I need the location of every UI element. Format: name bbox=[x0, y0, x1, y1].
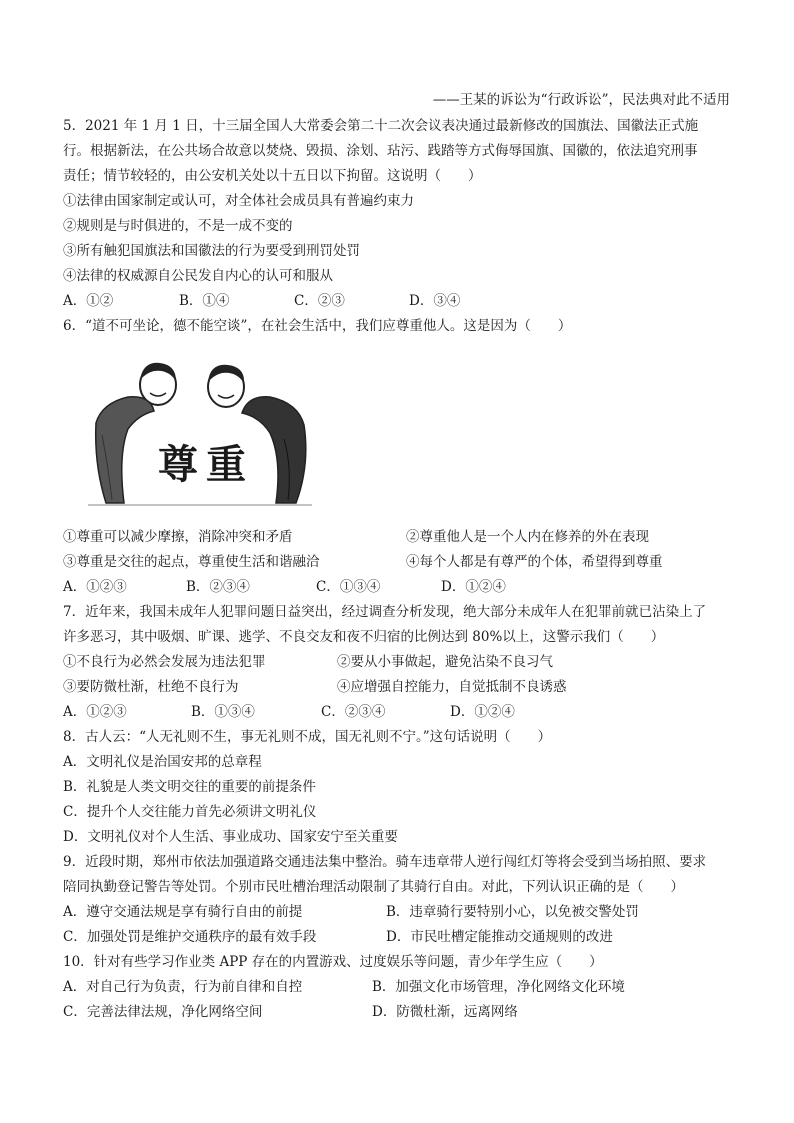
q6-option-b[interactable]: B．②③④ bbox=[186, 579, 250, 595]
q10-option-d[interactable]: D．防微杜渐，远离网络 bbox=[372, 1004, 518, 1020]
q5-stem-line-2: 行。根据新法，在公共场合故意以焚烧、毁损、涂划、玷污、践踏等方式侮辱国旗、国徽的，依法追究刑事 bbox=[63, 143, 698, 159]
q6-stem-line-1: 6．“道不可坐论，德不能空谈”，在社会生活中，我们应尊重他人。这是因为（ ） bbox=[63, 318, 572, 334]
q9-option-a[interactable]: A．遵守交通法规是享有骑行自由的前提 bbox=[63, 904, 303, 920]
q5-item-2: ②规则是与时俱进的，不是一成不变的 bbox=[63, 218, 293, 234]
q5-option-d[interactable]: D．③④ bbox=[409, 293, 461, 309]
q7-option-a[interactable]: A．①②③ bbox=[63, 704, 127, 720]
q5-stem-line-1: 5．2021 年 1 月 1 日，十三届全国人大常委会第二十二次会议表决通过最新修改的国旗法、国徽法正式施 bbox=[63, 118, 699, 134]
q8-stem-line-1: 8．古人云：“人无礼则不生，事无礼则不成，国无礼则不宁。”这句话说明（ ） bbox=[63, 729, 552, 745]
q6-item-1: ①尊重可以减少摩擦，消除冲突和矛盾 bbox=[63, 529, 293, 545]
q5-item-1: ①法律由国家制定或认可，对全体社会成员具有普遍约束力 bbox=[63, 193, 414, 209]
q7-option-c[interactable]: C．②③④ bbox=[321, 704, 386, 720]
q8-option-a[interactable]: A．文明礼仪是治国安邦的总章程 bbox=[63, 754, 262, 770]
q9-option-b[interactable]: B．违章骑行要特别小心，以免被交警处罚 bbox=[386, 904, 639, 920]
q6-option-c[interactable]: C．①③④ bbox=[316, 579, 381, 595]
q10-option-b[interactable]: B．加强文化市场管理，净化网络文化环境 bbox=[372, 979, 625, 995]
q7-stem-line-2: 许多恶习，其中吸烟、旷课、逃学、不良交友和夜不归宿的比例达到 80%以上，这警示我们（ ） bbox=[63, 629, 665, 645]
q7-option-b[interactable]: B．①③④ bbox=[191, 704, 255, 720]
q8-option-b[interactable]: B．礼貌是人类文明交往的重要的前提条件 bbox=[63, 779, 316, 795]
q9-option-d[interactable]: D．市民吐槽定能推动交通规则的改进 bbox=[386, 929, 613, 945]
q7-item-3: ③要防微杜渐，杜绝不良行为 bbox=[63, 679, 239, 695]
footer-note: ——王某的诉讼为“行政诉讼”，民法典对此不适用 bbox=[432, 92, 730, 108]
q5-option-b[interactable]: B．①④ bbox=[179, 293, 230, 309]
q7-item-1: ①不良行为必然会发展为违法犯罪 bbox=[63, 654, 266, 670]
q6-option-a[interactable]: A．①②③ bbox=[63, 579, 127, 595]
q6-item-3: ③尊重是交往的起点，尊重使生活和谐融洽 bbox=[63, 554, 320, 570]
q10-option-a[interactable]: A．对自己行为负责，行为前自律和自控 bbox=[63, 979, 303, 995]
q10-option-c[interactable]: C．完善法律法规，净化网络空间 bbox=[63, 1004, 263, 1020]
q5-option-c[interactable]: C．②③ bbox=[294, 293, 345, 309]
q5-stem-line-3: 责任；情节较轻的，由公安机关处以十五日以下拘留。这说明（ ） bbox=[63, 168, 482, 184]
q7-item-4: ④应增强自控能力，自觉抵制不良诱惑 bbox=[337, 679, 567, 695]
q9-stem-line-2: 陪同执勤登记警告等处罚。个别市民吐槽治理活动限制了其骑行自由。对此，下列认识正确的是（ ） bbox=[63, 879, 684, 895]
q5-item-3: ③所有触犯国旗法和国徽法的行为要受到刑罚处罚 bbox=[63, 243, 360, 259]
q9-option-c[interactable]: C．加强处罚是维护交通秩序的最有效手段 bbox=[63, 929, 317, 945]
q10-stem-line-1: 10．针对有些学习作业类 APP 存在的内置游戏、过度娱乐等问题，青少年学生应（ ） bbox=[63, 954, 603, 970]
q9-stem-line-1: 9．近段时期，郑州市依法加强道路交通违法集中整治。骑车违章带人逆行闯红灯等将会受到当场拍照、要求 bbox=[63, 854, 707, 870]
q6-option-d[interactable]: D．①②④ bbox=[441, 579, 506, 595]
q7-item-2: ②要从小事做起，避免沾染不良习气 bbox=[337, 654, 553, 670]
respect-caption: 尊重 bbox=[158, 441, 254, 488]
respect-illustration bbox=[88, 355, 312, 510]
q5-option-a[interactable]: A．①② bbox=[63, 293, 114, 309]
q7-stem-line-1: 7．近年来，我国未成年人犯罪问题日益突出，经过调查分析发现，绝大部分未成年人在犯罪前就已沾染上了 bbox=[63, 604, 707, 620]
q5-item-4: ④法律的权威源自公民发自内心的认可和服从 bbox=[63, 268, 333, 284]
q8-option-d[interactable]: D．文明礼仪对个人生活、事业成功、国家安宁至关重要 bbox=[63, 829, 398, 845]
q6-item-4: ④每个人都是有尊严的个体，希望得到尊重 bbox=[406, 554, 663, 570]
q8-option-c[interactable]: C．提升个人交往能力首先必须讲文明礼仪 bbox=[63, 804, 317, 820]
q6-item-2: ②尊重他人是一个人内在修养的外在表现 bbox=[406, 529, 649, 545]
q7-option-d[interactable]: D．①②④ bbox=[450, 704, 515, 720]
